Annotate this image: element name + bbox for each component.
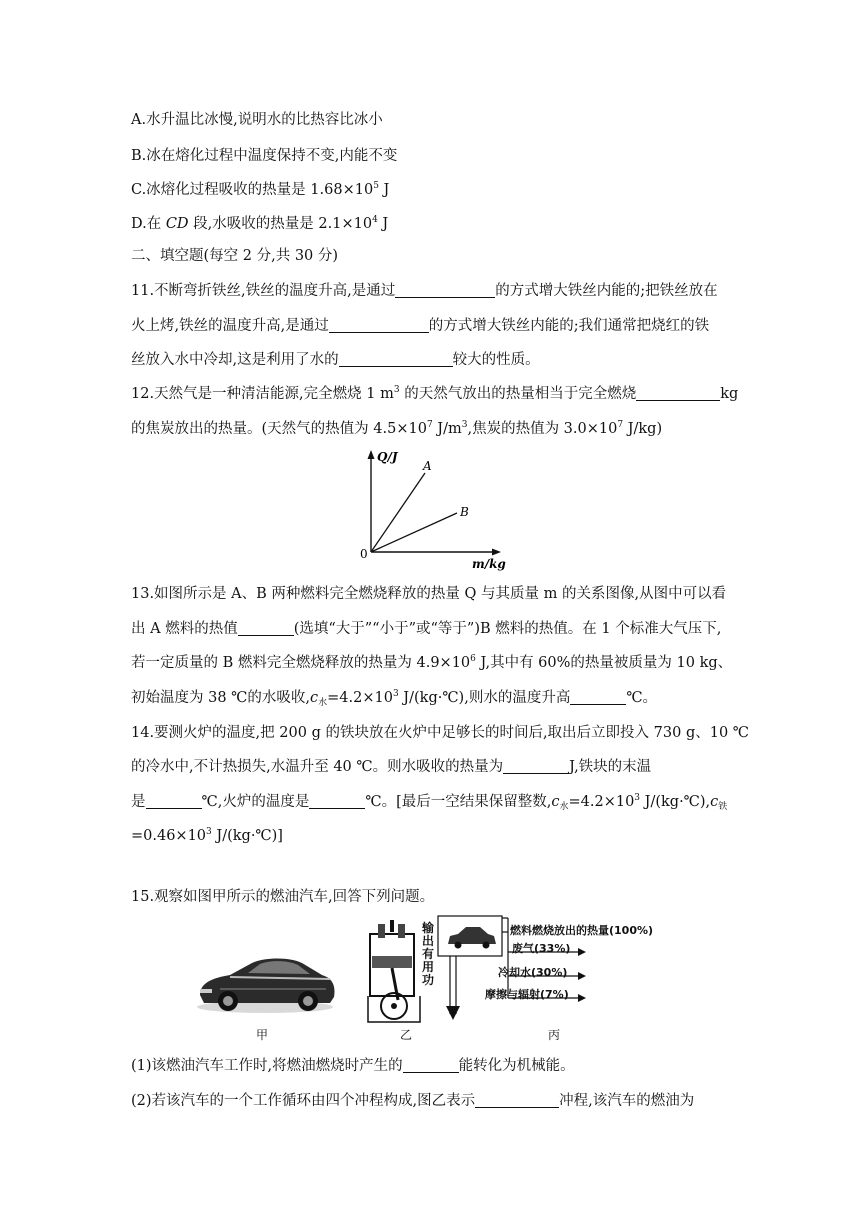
fig-jia-label: 甲 <box>256 1028 269 1042</box>
option-b: B.冰在熔化过程中温度保持不变,内能不变 <box>131 148 398 164</box>
exhaust-arrow <box>578 948 586 956</box>
answer-blank[interactable] <box>339 350 453 367</box>
line-a-label: A <box>423 459 432 473</box>
answer-blank[interactable] <box>636 384 720 401</box>
answer-blank[interactable] <box>238 619 294 636</box>
q13-line3: 若一定质量的 B 燃料完全燃烧释放的热量为 $4.9\times 10^6$ J,其中有 60%的热量被质量为 10 kg、 <box>131 654 733 671</box>
option-c: C.冰熔化过程吸收的热量是 $1.68\times 10^5$ J <box>131 181 390 198</box>
answer-blank[interactable] <box>475 1091 559 1108</box>
x-axis-label: m/kg <box>472 557 506 571</box>
section-title: 二、填空题(每空 2 分,共 30 分) <box>131 248 339 264</box>
q11-line3: 丝放入水中冷却,这是利用了水的 较大的性质。 <box>131 352 540 368</box>
exhaust-valve <box>398 924 405 938</box>
answer-blank[interactable] <box>570 688 626 705</box>
fig-bing-label: 丙 <box>548 1028 561 1042</box>
answer-blank[interactable] <box>309 792 365 809</box>
q14-line2: 的冷水中,不计热损失,水温升至 40 ℃。则水吸收的热量为 J,铁块的末温 <box>131 759 652 775</box>
q13-line2: 出 A 燃料的热值 (选填“大于”“小于”或“等于”)B 燃料的热值。在 1 个标准大气压下, <box>131 621 722 637</box>
answer-blank[interactable] <box>395 281 495 298</box>
answer-blank[interactable] <box>146 792 202 809</box>
option-d: D.在 CD 段,水吸收的热量是 $2.1\times 10^4$ J <box>131 215 389 232</box>
q13-line1: 13.如图所示是 A、B 两种燃料完全燃烧释放的热量 Q 与其质量 m 的关系图像,从图中可以看 <box>131 586 727 602</box>
car-photo <box>190 945 340 1017</box>
option-a: A.水升温比冰慢,说明水的比热容比冰小 <box>131 112 383 128</box>
q14-line4: $=0.46\times 10^3$ J/(kg·℃)] <box>131 827 283 844</box>
energy-cooling-label: 冷却水(30%) <box>498 966 568 979</box>
q14-line3: 是 ℃,火炉的温度是 ℃。[最后一空结果保留整数$,c_水=4.2\times 10^3$ $J/(kg\cdot℃),c_铁$ <box>131 793 728 812</box>
q13-line4: 初始温度为 38 ℃的水吸收$,c_水=4.2\times 10^3$ J/(kg·℃),则水的温度升高 ℃。 <box>131 689 658 708</box>
cooling-arrow <box>578 972 586 980</box>
q12-line1: 12.天然气是一种清洁能源,完全燃烧 1 $m^3$ 的天然气放出的热量相当于完全燃烧 kg <box>131 385 739 402</box>
energy-exhaust-label: 废气(33%) <box>512 942 571 955</box>
useful-work-arrow <box>446 1006 460 1020</box>
y-axis-label: Q/J <box>377 450 398 464</box>
answer-blank[interactable] <box>329 316 429 333</box>
q11-line1: 11.不断弯折铁丝,铁丝的温度升高,是通过 的方式增大铁丝内能的;把铁丝放在 <box>131 283 718 299</box>
q11-line2: 火上烤,铁丝的温度升高,是通过 的方式增大铁丝内能的;我们通常把烧红的铁 <box>131 318 710 334</box>
q15-sub2: (2)若该汽车的一个工作循环由四个冲程构成,图乙表示 冲程,该汽车的燃油为 <box>131 1093 695 1109</box>
answer-blank[interactable] <box>503 757 569 774</box>
q14-line1: 14.要测火炉的温度,把 200 g 的铁块放在火炉中足够长的时间后,取出后立即投入 730 g、10 ℃ <box>131 725 750 741</box>
energy-total-label: 燃料燃烧放出的热量(100%) <box>510 924 654 937</box>
x-axis-arrow <box>492 549 501 556</box>
q-m-graph <box>355 446 515 576</box>
y-axis-arrow <box>368 450 375 459</box>
q15-title: 15.观察如图甲所示的燃油汽车,回答下列问题。 <box>131 889 435 905</box>
q12-line2: 的焦炭放出的热量。(天然气的热值为 $4.5\times 10^7$ $J/m^3$,焦炭的热值为 $3.0\times 10^7$ J/kg) <box>131 420 663 437</box>
line-b-label: B <box>460 505 469 519</box>
origin-label: 0 <box>360 547 368 561</box>
piston <box>372 956 412 968</box>
friction-arrow <box>578 994 586 1002</box>
q15-sub1: (1)该燃油汽车工作时,将燃油燃烧时产生的 能转化为机械能。 <box>131 1058 575 1074</box>
energy-friction-label: 摩擦与辐射(7%) <box>485 988 569 1001</box>
answer-blank[interactable] <box>403 1056 459 1073</box>
spark-plug <box>390 920 394 932</box>
fig-yi-label: 乙 <box>400 1028 413 1042</box>
engine-output-label: 输出有用功 <box>422 921 435 987</box>
intake-valve <box>378 924 385 938</box>
